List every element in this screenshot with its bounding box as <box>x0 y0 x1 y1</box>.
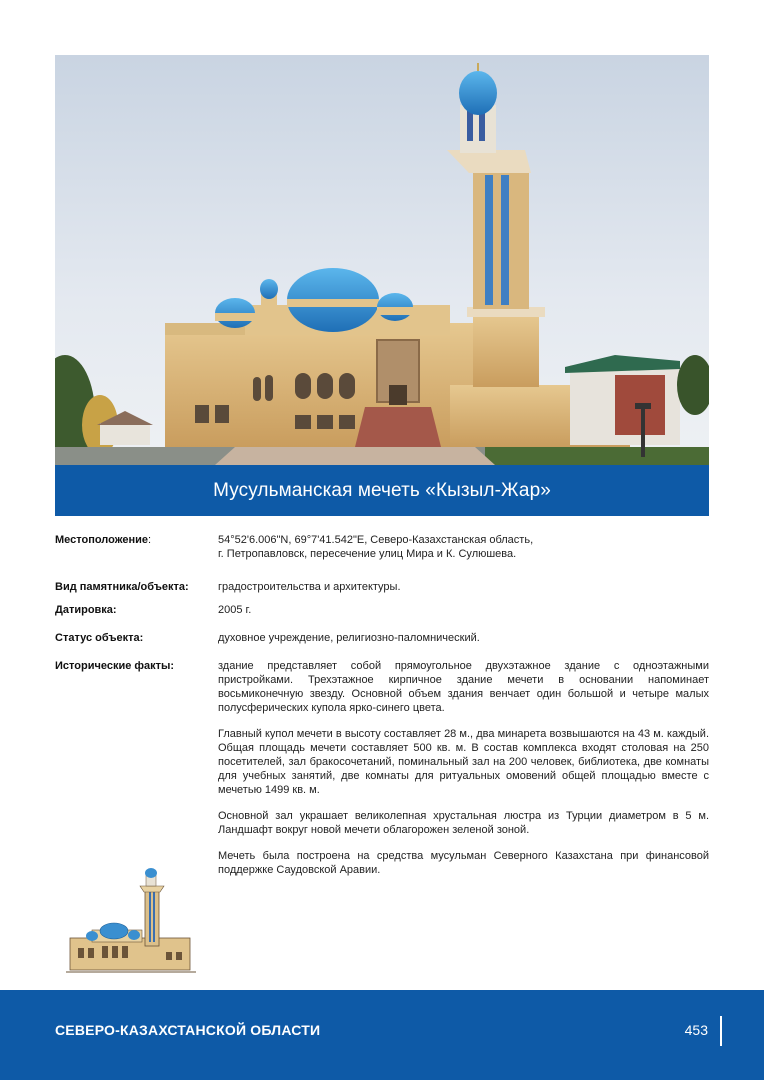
history-paragraph: Мечеть была построена на средства мусульман Северного Казахстана при финансовой поддержке Саудовской Аравии. <box>218 850 709 876</box>
field-status-value: духовное учреждение, религиозно-паломнический. <box>218 632 480 644</box>
history-paragraph: Основной зал украшает великолепная хрустальная люстра из Турции диаметром в 5 м. Ландшафт вокруг новой мечети облагорожен зеленой зоной. <box>218 810 709 836</box>
location-line-1: 54°52'6.006"N, 69°7'41.542"E, Северо-Казахстанская область, <box>218 534 534 546</box>
location-line-2: г. Петропавловск, пересечение улиц Мира и К. Сулюшева. <box>218 548 517 560</box>
page-title-text: Мусульманская мечеть «Кызыл-Жар» <box>213 479 551 501</box>
field-location-value <box>218 533 709 561</box>
mosque-sketch-icon <box>62 868 202 980</box>
mosque-photo <box>55 55 709 465</box>
footer-region: СЕВЕРО-КАЗАХСТАНСКОЙ ОБЛАСТИ <box>55 1022 321 1038</box>
field-location <box>55 533 709 561</box>
field-type-value: градостроительства и архитектуры. <box>218 581 401 593</box>
history-paragraph: здание представляет собой прямоугольное двухэтажное здание с одноэтажными пристройками. Трехэтажное кирпичное здание мечети в основании напоминает восьмиконечную звезду. Основной объем здания венчает один большой и четыре малых полусферических купола ярко-синего цвета. <box>218 660 709 714</box>
field-status <box>55 631 709 645</box>
field-dating-value: 2005 г. <box>218 604 252 616</box>
field-dating <box>55 603 709 617</box>
footer <box>0 990 764 1080</box>
page-title <box>55 465 709 516</box>
field-history <box>55 659 709 877</box>
field-status-label: Статус объекта: <box>55 632 144 644</box>
page-number: 453 <box>684 1022 708 1038</box>
history-paragraph: Главный купол мечети в высоту составляет 28 м., два минарета возвышаются на 43 м. каждый. Общая площадь мечети составляет 500 кв. м. В состав комплекса входят столовая на 250 посетителей, зал бракосочетаний, поминальный зал на 200 человек, библиотека, две комнаты для учебных занятий, две комнаты для ритуальных омовений общей площадью вместе с мечетью 1499 кв. м. <box>218 728 709 796</box>
field-type-label: Вид памятника/объекта: <box>55 581 189 593</box>
field-type <box>55 580 709 594</box>
field-dating-label: Датировка: <box>55 604 117 616</box>
field-location-label: Местоположение <box>55 534 149 546</box>
field-history-label: Исторические факты: <box>55 660 175 672</box>
field-location-label-colon: : <box>148 534 152 546</box>
footer-divider <box>720 1016 722 1046</box>
field-history-value <box>218 659 709 877</box>
